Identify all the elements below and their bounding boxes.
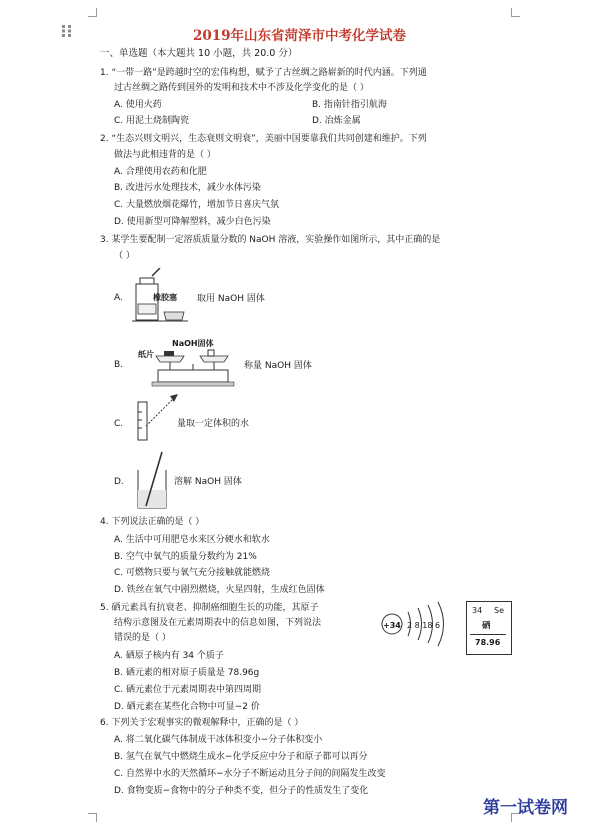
q3-option-a-letter: A. xyxy=(114,293,123,303)
page-title: 2019年山东省菏泽市中考化学试卷 xyxy=(192,28,407,44)
corner-mark-bottom-left xyxy=(88,813,97,822)
q4-option-a: A. 生活中可用肥皂水来区分硬水和软水 xyxy=(114,535,270,545)
q3-figure-b-label1: NaOH固体 xyxy=(172,339,214,348)
q1-option-a: A. 使用火药 xyxy=(114,100,162,110)
q3-figure-b-label2: 纸片 xyxy=(138,350,154,359)
q6-option-c: C. 自然界中水的天然循环−水分子不断运动且分子间的间隔发生改变 xyxy=(114,769,386,779)
q2-option-c: C. 大量燃放烟花爆竹，增加节日喜庆气氛 xyxy=(114,200,280,210)
q5-cell-divider xyxy=(470,634,506,635)
q3-stem-line1: 3. 某学生要配制一定溶质质量分数的 NaOH 溶液，实验操作如图所示，其中正确的是 xyxy=(100,235,441,245)
q1-option-d: D. 冶炼金属 xyxy=(312,116,361,126)
q5-electron-shells: 2 8 18 6 xyxy=(407,621,441,630)
q5-option-d: D. 硒元素在某些化合物中可显−2 价 xyxy=(114,702,260,712)
q4-stem: 4. 下列说法正确的是（ ） xyxy=(100,517,205,527)
q5-stem-line1: 5. 硒元素具有抗衰老、抑制癌细胞生长的功能，其原子 xyxy=(100,603,319,613)
corner-mark-top-left xyxy=(88,8,97,17)
q5-stem-line2: 结构示意图及在元素周期表中的信息如图，下列说法 xyxy=(114,618,322,628)
site-watermark: 第一试卷网 xyxy=(483,798,568,818)
q2-option-a: A. 合理使用农药和化肥 xyxy=(114,167,207,177)
q2-option-d: D. 使用新型可降解塑料，减少白色污染 xyxy=(114,217,271,227)
q3-figure-c-cylinder xyxy=(134,392,180,442)
q3-stem-line2: （ ） xyxy=(114,251,135,261)
q5-element-name: 硒 xyxy=(482,621,491,631)
q6-option-d: D. 食物变质−食物中的分子种类不变，但分子的性质发生了变化 xyxy=(114,786,369,796)
q1-stem-line1: 1. “一带一路”是跨越时空的宏伟构想，赋予了古丝绸之路崭新的时代内涵。下列通 xyxy=(100,68,427,78)
q5-option-a: A. 硒原子核内有 34 个质子 xyxy=(114,651,224,661)
q3-option-d-text: 溶解 NaOH 固体 xyxy=(174,477,242,487)
corner-mark-top-right xyxy=(511,8,520,17)
section-heading: 一、单选题（本大题共 10 小题，共 20.0 分） xyxy=(100,48,298,59)
q5-element-symbol: Se xyxy=(494,606,504,615)
q4-option-d: D. 铁丝在氧气中剧烈燃烧，火星四射，生成红色固体 xyxy=(114,585,325,595)
q6-option-b: B. 氢气在氧气中燃烧生成水−化学反应中分子和原子都可以再分 xyxy=(114,752,368,762)
q6-option-a: A. 将二氧化碳气体制成干冰体积变小−分子体积变小 xyxy=(114,735,323,745)
q3-option-b-text: 称量 NaOH 固体 xyxy=(244,361,312,371)
q1-option-c: C. 用泥土烧制陶瓷 xyxy=(114,116,190,126)
q2-stem-line2: 做法与此相违背的是（ ） xyxy=(114,150,216,160)
q3-option-b-letter: B. xyxy=(114,360,124,370)
q3-figure-a-label: 橡胶塞 xyxy=(153,293,177,302)
q1-option-b: B. 指南针指引航海 xyxy=(312,100,387,110)
q3-option-a-text: 取用 NaOH 固体 xyxy=(197,294,265,304)
q2-option-b: B. 改进污水处理技术，减少水体污染 xyxy=(114,183,261,193)
q4-option-c: C. 可燃物只要与氧气充分接触就能燃烧 xyxy=(114,568,271,578)
q3-option-c-letter: C. xyxy=(114,419,124,429)
q5-option-c: C. 硒元素位于元素周期表中第四周期 xyxy=(114,685,262,695)
q5-atomic-mass: 78.96 xyxy=(475,638,501,647)
q3-option-c-text: 量取一定体积的水 xyxy=(177,419,250,429)
q3-figure-d-beaker xyxy=(134,450,172,512)
q6-stem: 6. 下列关于宏观事实的微观解释中，正确的是（ ） xyxy=(100,718,304,728)
q4-option-b: B. 空气中氧气的质量分数约为 21% xyxy=(114,552,257,562)
q1-stem-line2: 过古丝绸之路传到国外的发明和技术中不涉及化学变化的是（ ） xyxy=(114,83,369,93)
q5-stem-line3: 错误的是（ ） xyxy=(114,633,171,643)
q5-atomic-number: 34 xyxy=(472,606,483,615)
q2-stem-line1: 2. “生态兴则文明兴，生态衰则文明衰”，美丽中国要靠我们共同创建和维护。下列 xyxy=(100,134,427,144)
q5-nucleus-charge: +34 xyxy=(383,621,401,630)
q5-option-b: B. 硒元素的相对原子质量是 78.96g xyxy=(114,668,260,678)
q3-option-d-letter: D. xyxy=(114,477,124,487)
q3-figure-b-balance xyxy=(150,346,240,390)
